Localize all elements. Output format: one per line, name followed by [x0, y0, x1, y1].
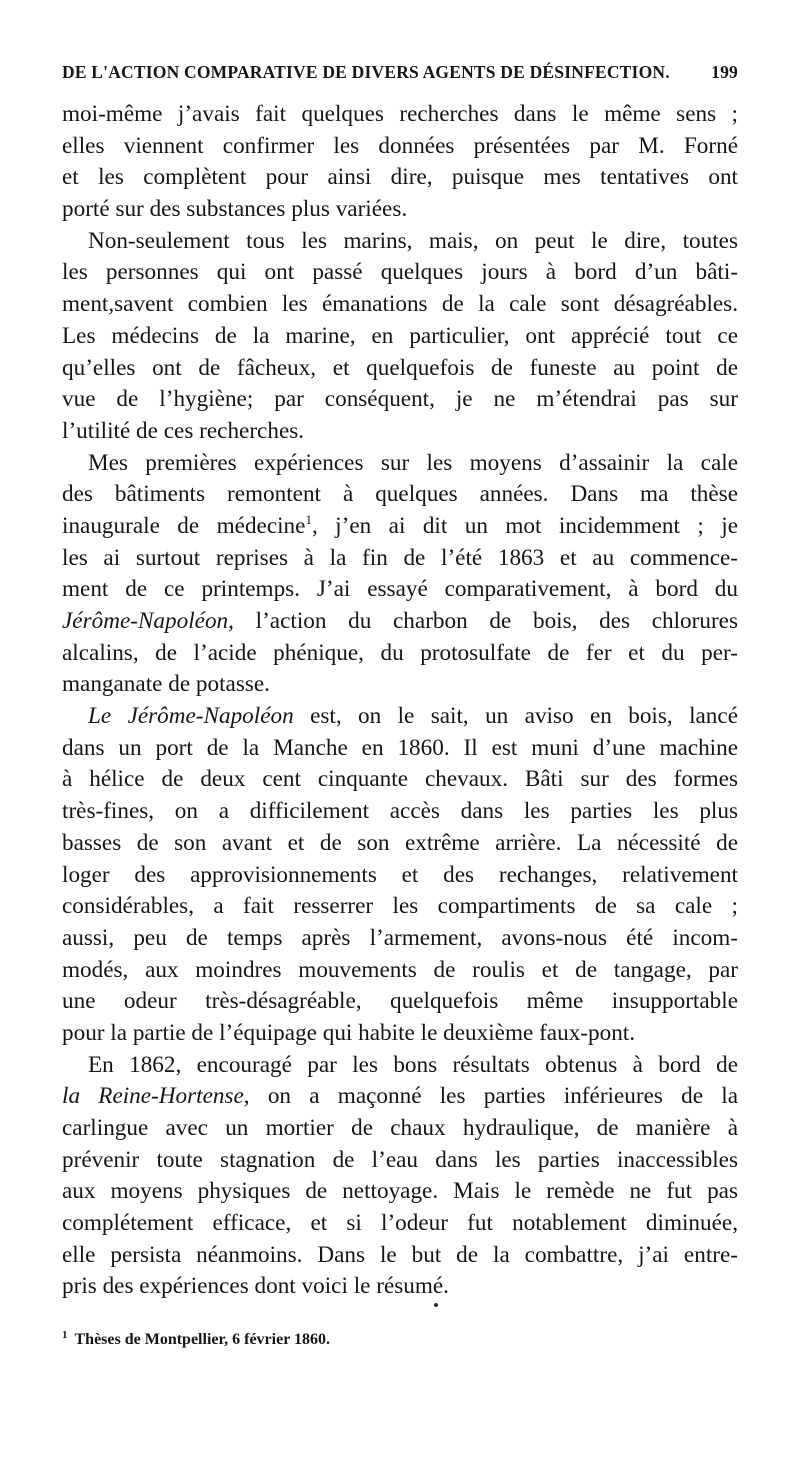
- text-segment: aux moyens physiques de nettoyage. Mais le remède ne fut pas: [62, 1178, 738, 1205]
- text-line: [62, 1240, 738, 1272]
- text-segment: porté sur des substances plus variées.: [62, 196, 408, 223]
- text-segment: inaugurale de médecine: [62, 512, 306, 539]
- text-line: [62, 353, 738, 385]
- text-segment: ment de ce printemps. J’ai essayé comparativement, à bord du: [62, 576, 738, 603]
- text-line: [62, 860, 738, 892]
- italic-text: la Reine-Hortense: [62, 1083, 244, 1110]
- paragraph: [62, 99, 738, 226]
- text-line: [62, 1208, 738, 1240]
- text-line: [62, 1145, 738, 1177]
- text-segment: moi-même j’avais fait quelques recherches dans le même sens ;: [62, 101, 738, 127]
- text-line: [62, 1018, 738, 1050]
- running-header: [62, 62, 738, 88]
- text-line: [62, 701, 738, 733]
- footnote-text: Thèses de Montpellier, 6 février 1860.: [74, 1331, 331, 1348]
- text-segment: pris des expériences dont voici le résumé.: [62, 1273, 449, 1300]
- text-segment: , j’en ai dit un mot incidemment ; je: [311, 512, 738, 539]
- text-line: [62, 321, 738, 353]
- text-line: [62, 131, 738, 163]
- text-line: [62, 828, 738, 860]
- running-title: DE L'ACTION COMPARATIVE DE DIVERS AGENTS DE DÉSINFECTION.: [62, 62, 670, 82]
- text-segment: Mes premières expériences sur les moyens d’assainir la cale: [88, 449, 738, 476]
- text-segment: alcalins, de l’acide phénique, du protosulfate de fer et du per-: [62, 639, 738, 666]
- text-line: [62, 986, 738, 1018]
- paragraph: [62, 226, 738, 448]
- text-line: [62, 257, 738, 289]
- text-line: [62, 891, 738, 923]
- text-segment: manganate de potasse.: [62, 671, 270, 698]
- text-line: [62, 384, 738, 416]
- text-segment: ment,savent combien les émanations de la cale sont désagréables.: [62, 291, 738, 318]
- text-segment: à hélice de deux cent cinquante chevaux. Bâti sur des formes: [62, 766, 738, 793]
- text-line: [62, 733, 738, 765]
- text-line: [62, 955, 738, 987]
- text-line: [62, 162, 738, 194]
- text-segment: considérables, a fait resserrer les compartiments de sa cale ;: [62, 893, 738, 920]
- text-segment: des bâtiments remontent à quelques années. Dans ma thèse: [62, 481, 738, 508]
- italic-text: Le Jérôme-Napoléon: [88, 703, 294, 730]
- text-line: [62, 923, 738, 955]
- text-line: [62, 194, 738, 226]
- text-segment: En 1862, encouragé par les bons résultats obtenus à bord de: [88, 1051, 738, 1078]
- paragraph: [62, 701, 738, 1050]
- text-line: [62, 479, 738, 511]
- text-segment: Non-seulement tous les marins, mais, on peut le dire, toutes: [88, 227, 738, 254]
- text-line: [62, 606, 738, 638]
- text-segment: carlingue avec un mortier de chaux hydraulique, de manière à: [62, 1115, 738, 1141]
- text-line: [62, 1176, 738, 1208]
- text-segment: elle persista néanmoins. Dans le but de la combattre, j’ai entre-: [62, 1241, 738, 1268]
- text-segment: , on a maçonné les parties inférieures de la: [243, 1083, 739, 1110]
- italic-text: Jérôme-Napoléon: [62, 608, 229, 634]
- text-segment: les ai surtout reprises à la fin de l’été 1863 et au commence-: [62, 544, 738, 571]
- paragraph: [62, 448, 738, 702]
- text-segment: et les complètent pour ainsi dire, puisque mes tentatives ont: [62, 164, 738, 191]
- text-segment: pour la partie de l’équipage qui habite le deuxième faux-pont.: [62, 1019, 636, 1046]
- text-segment: dans un port de la Manche en 1860. Il est muni d’une machine: [62, 734, 738, 761]
- footnote: [62, 1329, 330, 1349]
- text-segment: loger des approvisionnements et des rechanges, relativement: [62, 861, 738, 888]
- text-line: [62, 1113, 738, 1145]
- text-segment: vue de l’hygiène; par conséquent, je ne m’étendrai pas sur: [62, 386, 738, 413]
- text-segment: , l’action du charbon de bois, des chlorures: [228, 608, 738, 634]
- text-line: [62, 1050, 738, 1082]
- page-number: 199: [711, 62, 738, 82]
- text-segment: basses de son avant et de son extrême arrière. La nécessité de: [62, 829, 738, 856]
- text-segment: elles viennent confirmer les données présentées par M. Forné: [62, 132, 738, 159]
- text-segment: est, on le sait, un aviso en bois, lancé: [293, 703, 738, 730]
- body-text: [62, 99, 738, 1303]
- text-line: [62, 669, 738, 701]
- text-line: [62, 574, 738, 606]
- text-line: [62, 1271, 738, 1303]
- text-line: [62, 511, 738, 543]
- text-line: [62, 1081, 738, 1113]
- text-segment: l’utilité de ces recherches.: [62, 417, 305, 444]
- text-line: [62, 289, 738, 321]
- text-segment: une odeur très-désagréable, quelquefois même insupportable: [62, 988, 738, 1015]
- footnote-mark: 1: [62, 1329, 68, 1341]
- text-segment: Les médecins de la marine, en particulier, ont apprécié tout ce: [62, 322, 738, 349]
- text-segment: les personnes qui ont passé quelques jours à bord d’un bâti-: [62, 259, 738, 286]
- paragraph: [62, 1050, 738, 1304]
- text-segment: prévenir toute stagnation de l’eau dans les parties inaccessibles: [62, 1146, 738, 1173]
- text-line: [62, 448, 738, 480]
- text-line: [62, 796, 738, 828]
- text-line: [62, 416, 738, 448]
- text-segment: très-fines, on a difficilement accès dans les parties les plus: [62, 798, 738, 825]
- text-segment: qu’elles ont de fâcheux, et quelquefois de funeste au point de: [62, 354, 738, 381]
- text-line: [62, 764, 738, 796]
- text-segment: aussi, peu de temps après l’armement, avons-nous été incom-: [62, 924, 738, 951]
- text-segment: complétement efficace, et si l’odeur fut notablement diminuée,: [62, 1210, 738, 1237]
- text-line: [62, 99, 738, 131]
- text-line: [62, 226, 738, 258]
- text-segment: modés, aux moindres mouvements de roulis et de tangage, par: [62, 956, 738, 983]
- footnote-reference: 1: [305, 511, 312, 527]
- text-line: [62, 638, 738, 670]
- text-line: [62, 543, 738, 575]
- print-mark-dot: [434, 1303, 438, 1307]
